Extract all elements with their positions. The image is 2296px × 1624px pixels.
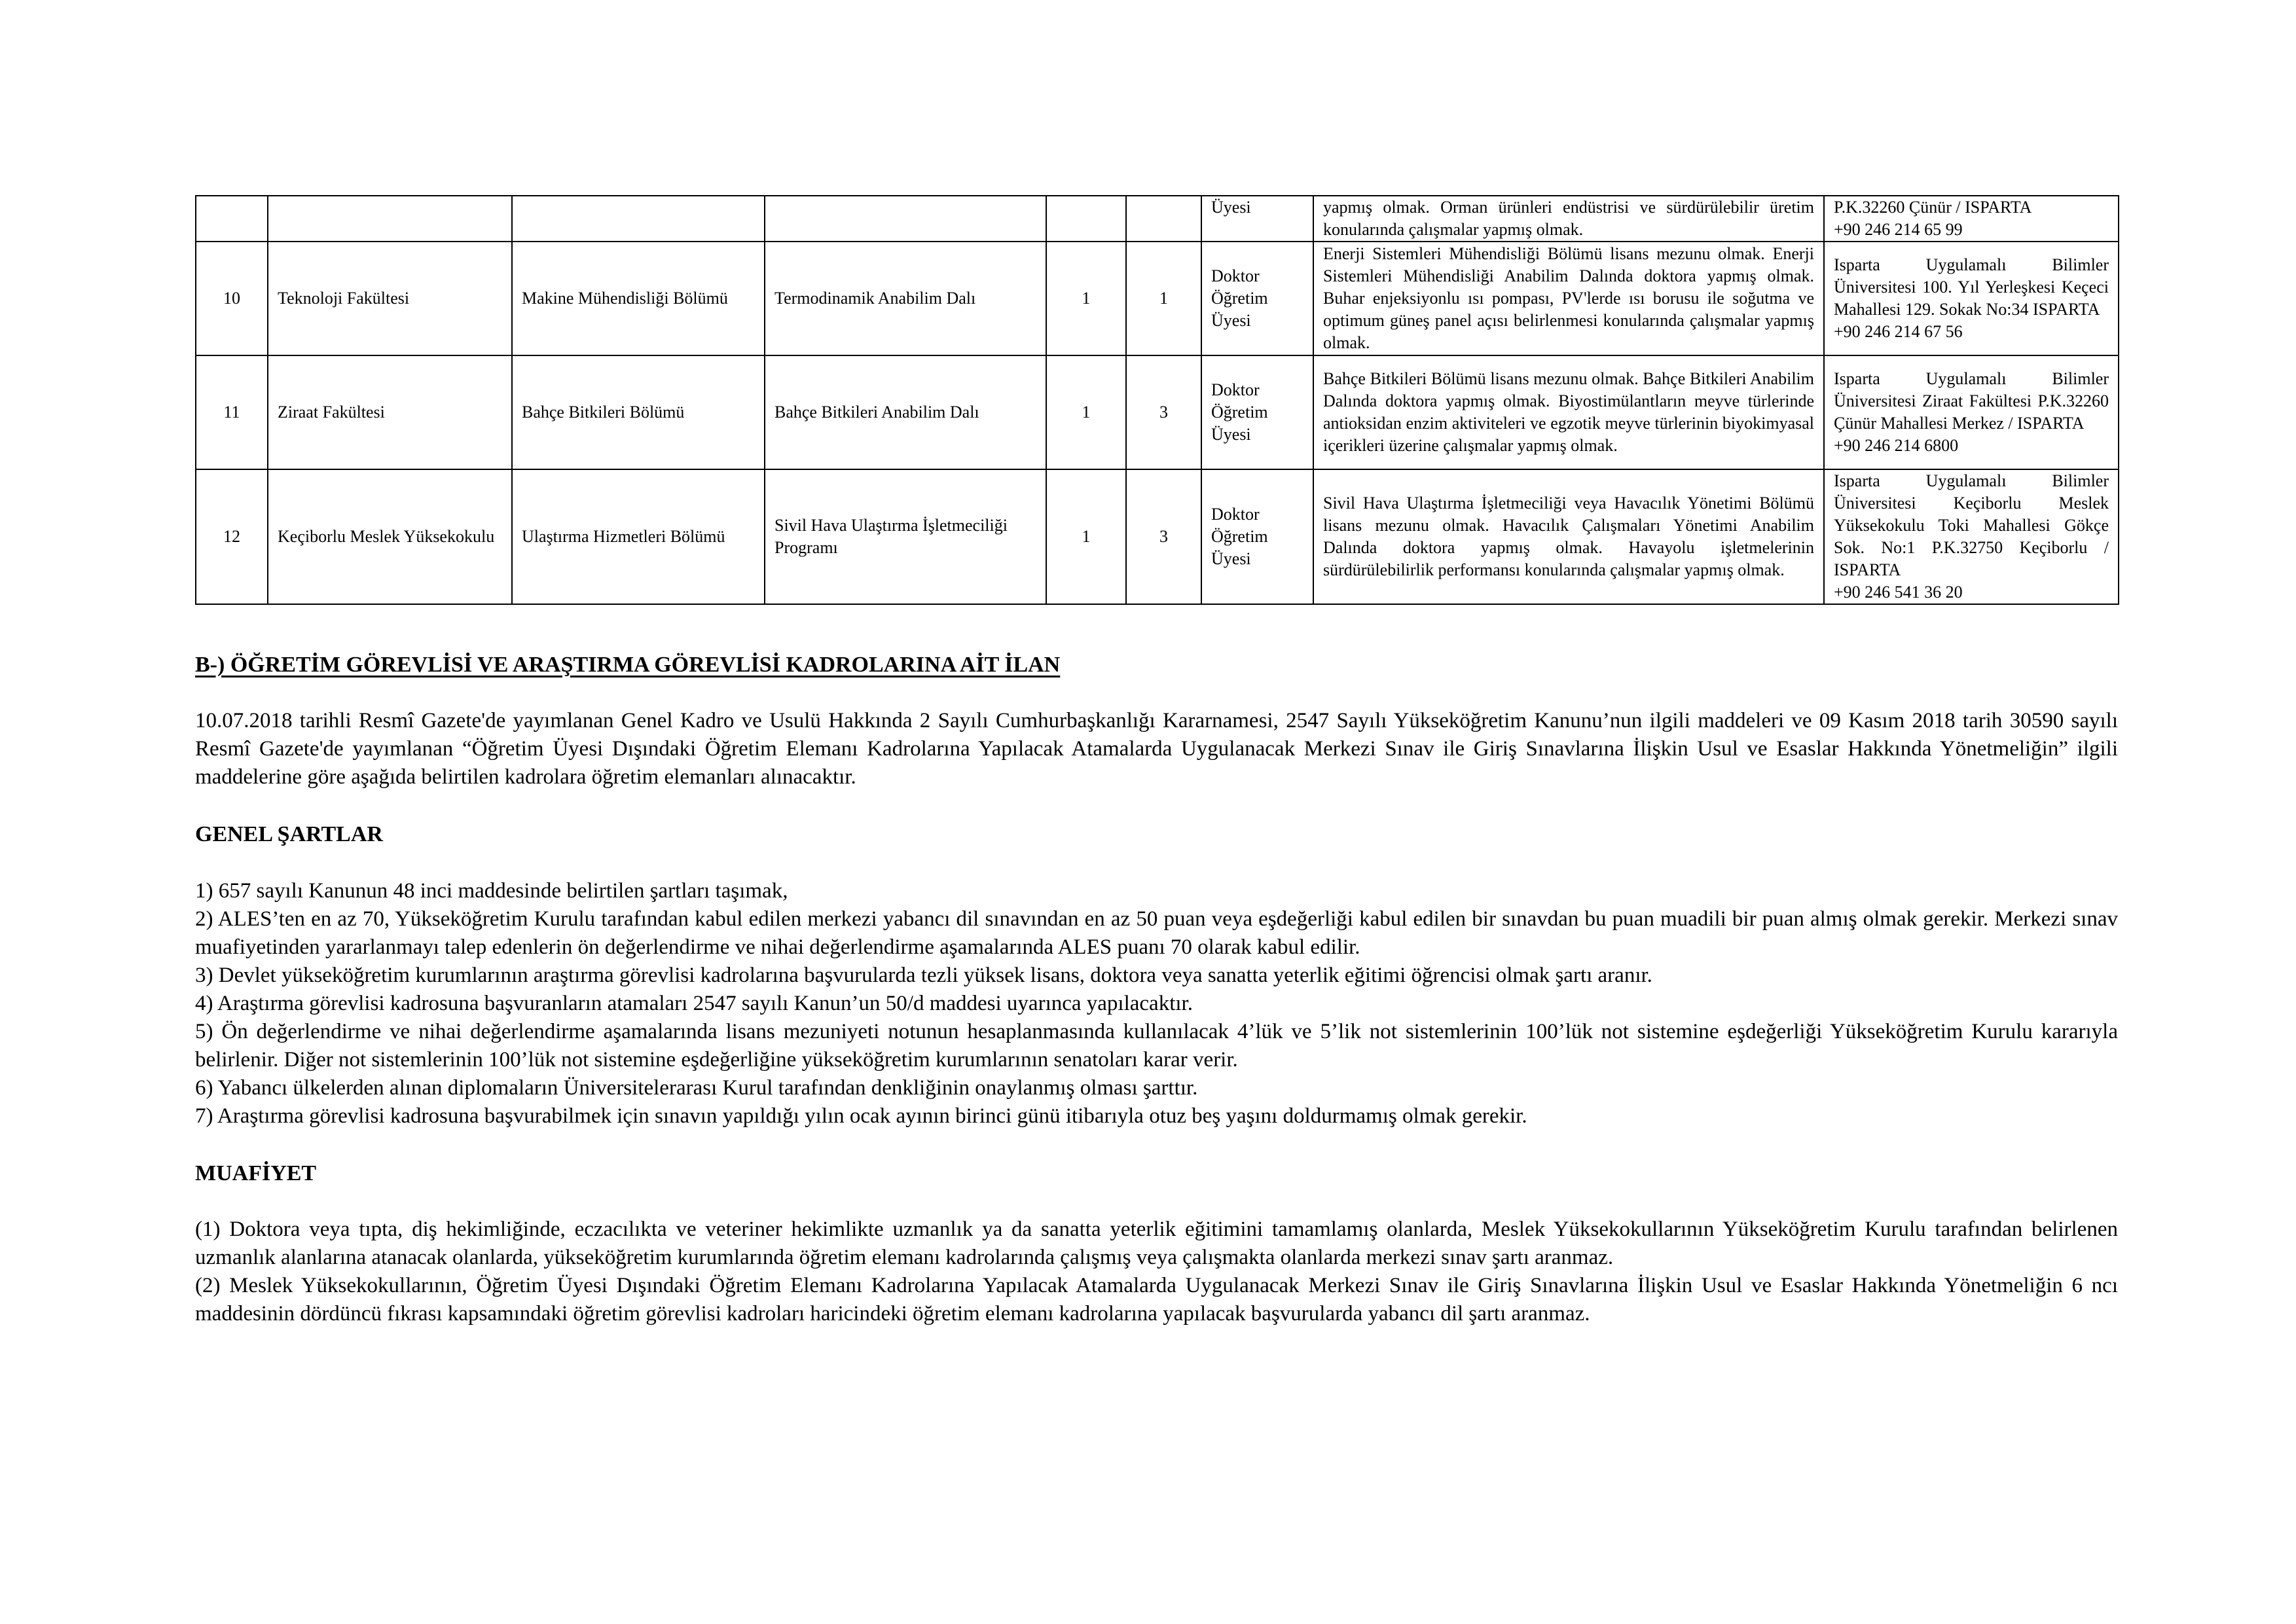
address-text: Isparta Uygulamalı Bilimler Üniversitesi Keçiborlu Meslek Yüksekokulu Toki Mahallesi Gökçe Sok. No:1 P.K.32750 Keçiborlu / ISPARTA [1834, 471, 2109, 579]
address-cell [1824, 242, 2119, 355]
requirements-cell: yapmış olmak. Orman ürünleri endüstrisi ve sürdürülebilir üretim konularında çalışmalar yapmış olmak. [1313, 196, 1824, 242]
position-count-cell: 1 [1046, 469, 1126, 604]
address-cell [1824, 355, 2119, 469]
department-cell [512, 196, 765, 242]
position-count-cell: 1 [1046, 355, 1126, 469]
grade-cell: 3 [1126, 355, 1201, 469]
exemption-heading: MUAFİYET [195, 1161, 317, 1185]
address-text: Isparta Uygulamalı Bilimler Üniversitesi Ziraat Fakültesi P.K.32260 Çünür Mahallesi Merkez / ISPARTA [1834, 369, 2109, 433]
title-cell: Doktor Öğretim Üyesi [1201, 469, 1313, 604]
row-number: 12 [196, 469, 268, 604]
list-item: (1) Doktora veya tıpta, diş hekimliğinde, eczacılıkta ve veteriner hekimlikte uzmanlık ya da sanatta yeterlik eğitimini tamamlamış olanlarda, Meslek Yüksekokullarının Yükseköğretim Kurulu tarafından belirlenen uzmanlık alanlarına atanacak olanlarda, yükseköğretim kurumlarında öğretim elemanı kadrolarında çalışmış veya çalışmakta olanlarda merkezi sınav şartı aranmaz. [195, 1218, 2118, 1269]
row-number: 10 [196, 242, 268, 355]
list-item: (2) Meslek Yüksekokullarının, Öğretim Üyesi Dışındaki Öğretim Elemanı Kadrolarına Yapılacak Atamalarda Uygulanacak Merkezi Sınav ile Giriş Sınavlarına İlişkin Usul ve Esaslar Hakkında Yönetmeliğin 6 ncı maddesinin dördüncü fıkrası kapsamındaki öğretim görevlisi kadroları haricindeki öğretim elemanı kadrolarına yapılacak başvurularda yabancı dil şartı aranmaz. [195, 1274, 2118, 1326]
table-row [196, 355, 2119, 469]
general-conditions-heading: GENEL ŞARTLAR [195, 822, 383, 846]
title-cell: Doktor Öğretim Üyesi [1201, 242, 1313, 355]
faculty-cell: Keçiborlu Meslek Yüksekokulu [268, 469, 512, 604]
section-b-intro: 10.07.2018 tarihli Resmî Gazete'de yayımlanan Genel Kadro ve Usulü Hakkında 2 Sayılı Cumhurbaşkanlığı Kararnamesi, 2547 Sayılı Yükseköğretim Kanunu’nun ilgili maddeleri ve 09 Kasım 2018 tarih 30590 sayılı Resmî Gazete'de yayımlanan “Öğretim Üyesi Dışındaki Öğretim Elemanı Kadrolarına Yapılacak Atamalarda Uygulanacak Merkezi Sınav ile Giriş Sınavlarına İlişkin Usul ve Esaslar Hakkında Yönetmeliğin” ilgili maddelerine göre aşağıda belirtilen kadrolara öğretim elemanları alınacaktır. [195, 709, 2118, 789]
division-cell [765, 196, 1046, 242]
grade-cell [1126, 196, 1201, 242]
exemption-list [195, 1216, 2118, 1328]
staff-positions-table [195, 195, 2119, 605]
faculty-cell: Teknoloji Fakültesi [268, 242, 512, 355]
list-item: 4) Araştırma görevlisi kadrosuna başvuranların atamaları 2547 sayılı Kanun’un 50/d maddesi uyarınca yapılacaktır. [195, 992, 1193, 1015]
table-row [196, 469, 2119, 604]
title-cell: Doktor Öğretim Üyesi [1201, 355, 1313, 469]
row-number [196, 196, 268, 242]
department-cell: Makine Mühendisliği Bölümü [512, 242, 765, 355]
department-cell: Bahçe Bitkileri Bölümü [512, 355, 765, 469]
grade-cell: 3 [1126, 469, 1201, 604]
grade-cell: 1 [1126, 242, 1201, 355]
phone-text: +90 246 214 6800 [1834, 436, 1959, 455]
list-item: 1) 657 sayılı Kanunun 48 inci maddesinde belirtilen şartları taşımak, [195, 879, 788, 903]
address-text: P.K.32260 Çünür / ISPARTA [1834, 198, 2032, 217]
list-item: 3) Devlet yükseköğretim kurumlarının araştırma görevlisi kadrolarına başvurularda tezli yüksek lisans, doktora veya sanatta yeterlik eğitimi öğrencisi olmak şartı aranır. [195, 964, 1652, 987]
position-count-cell [1046, 196, 1126, 242]
list-item: 7) Araştırma görevlisi kadrosuna başvurabilmek için sınavın yapıldığı yılın ocak ayının birinci günü itibarıyla otuz beş yaşını doldurmamış olmak gerekir. [195, 1104, 1527, 1128]
list-item: 5) Ön değerlendirme ve nihai değerlendirme aşamalarında lisans mezuniyeti notunun hesaplanmasında kullanılacak 4’lük ve 5’lik not sistemlerinin 100’lük not sistemine eşdeğerliği Yükseköğretim Kurulu kararıyla belirlenir. Diğer not sistemlerinin 100’lük not sistemine eşdeğerliğine yükseköğretim kurumlarının senatoları karar verir. [195, 1020, 2118, 1072]
faculty-cell: Ziraat Fakültesi [268, 355, 512, 469]
row-number: 11 [196, 355, 268, 469]
list-item: 2) ALES’ten en az 70, Yükseköğretim Kurulu tarafından kabul edilen merkezi yabancı dil sınavından en az 50 puan veya eşdeğerliği kabul edilen bir sınavdan bu puan muadili bir puan almış olmak gerekir. Merkezi sınav muafiyetinden yararlanmayı talep edenlerin ön değerlendirme ve nihai değerlendirme aşamalarında ALES puanı 70 olarak kabul edilir. [195, 907, 2118, 959]
requirements-cell: Bahçe Bitkileri Bölümü lisans mezunu olmak. Bahçe Bitkileri Anabilim Dalında doktora yapmış olmak. Biyostimülantların meyve türlerinde antioksidan enzim aktiviteleri ve egzotik meyve türlerinin biyokimyasal içerikleri üzerine çalışmalar yapmış olmak. [1313, 355, 1824, 469]
division-cell: Bahçe Bitkileri Anabilim Dalı [765, 355, 1046, 469]
faculty-cell [268, 196, 512, 242]
requirements-cell: Enerji Sistemleri Mühendisliği Bölümü lisans mezunu olmak. Enerji Sistemleri Mühendisliği Anabilim Dalında doktora yapmış olmak. Buhar enjeksiyonlu ısı pompası, PV'lerde ısı borusu ile soğutma ve optimum güneş panel açısı belirlenmesi konularında çalışmalar yapmış olmak. [1313, 242, 1824, 355]
address-text: Isparta Uygulamalı Bilimler Üniversitesi 100. Yıl Yerleşkesi Keçeci Mahallesi 129. Sokak No:34 ISPARTA [1834, 255, 2109, 319]
division-cell: Sivil Hava Ulaştırma İşletmeciliği Programı [765, 469, 1046, 604]
position-count-cell: 1 [1046, 242, 1126, 355]
address-cell [1824, 469, 2119, 604]
requirements-cell: Sivil Hava Ulaştırma İşletmeciliği veya Havacılık Yönetimi Bölümü lisans mezunu olmak. Havacılık Çalışmaları Yönetimi Anabilim Dalında doktora yapmış olmak. Havayolu işletmelerinin sürdürülebilirlik performansı konularında çalışmalar yapmış olmak. [1313, 469, 1824, 604]
division-cell: Termodinamik Anabilim Dalı [765, 242, 1046, 355]
section-b-heading: B-) ÖĞRETİM GÖREVLİSİ VE ARAŞTIRMA GÖREVLİSİ KADROLARINA AİT İLAN [195, 653, 1061, 677]
table-row [196, 196, 2119, 242]
table-row [196, 242, 2119, 355]
phone-text: +90 246 541 36 20 [1834, 583, 1963, 602]
department-cell: Ulaştırma Hizmetleri Bölümü [512, 469, 765, 604]
phone-text: +90 246 214 65 99 [1834, 220, 1963, 239]
address-cell [1824, 196, 2119, 242]
general-conditions-list [195, 877, 2118, 1130]
list-item: 6) Yabancı ülkelerden alınan diplomaların Üniversitelerarası Kurul tarafından denkliğinin onaylanmış olması şarttır. [195, 1076, 1198, 1100]
title-cell: Üyesi [1201, 196, 1313, 242]
phone-text: +90 246 214 67 56 [1834, 322, 1963, 341]
